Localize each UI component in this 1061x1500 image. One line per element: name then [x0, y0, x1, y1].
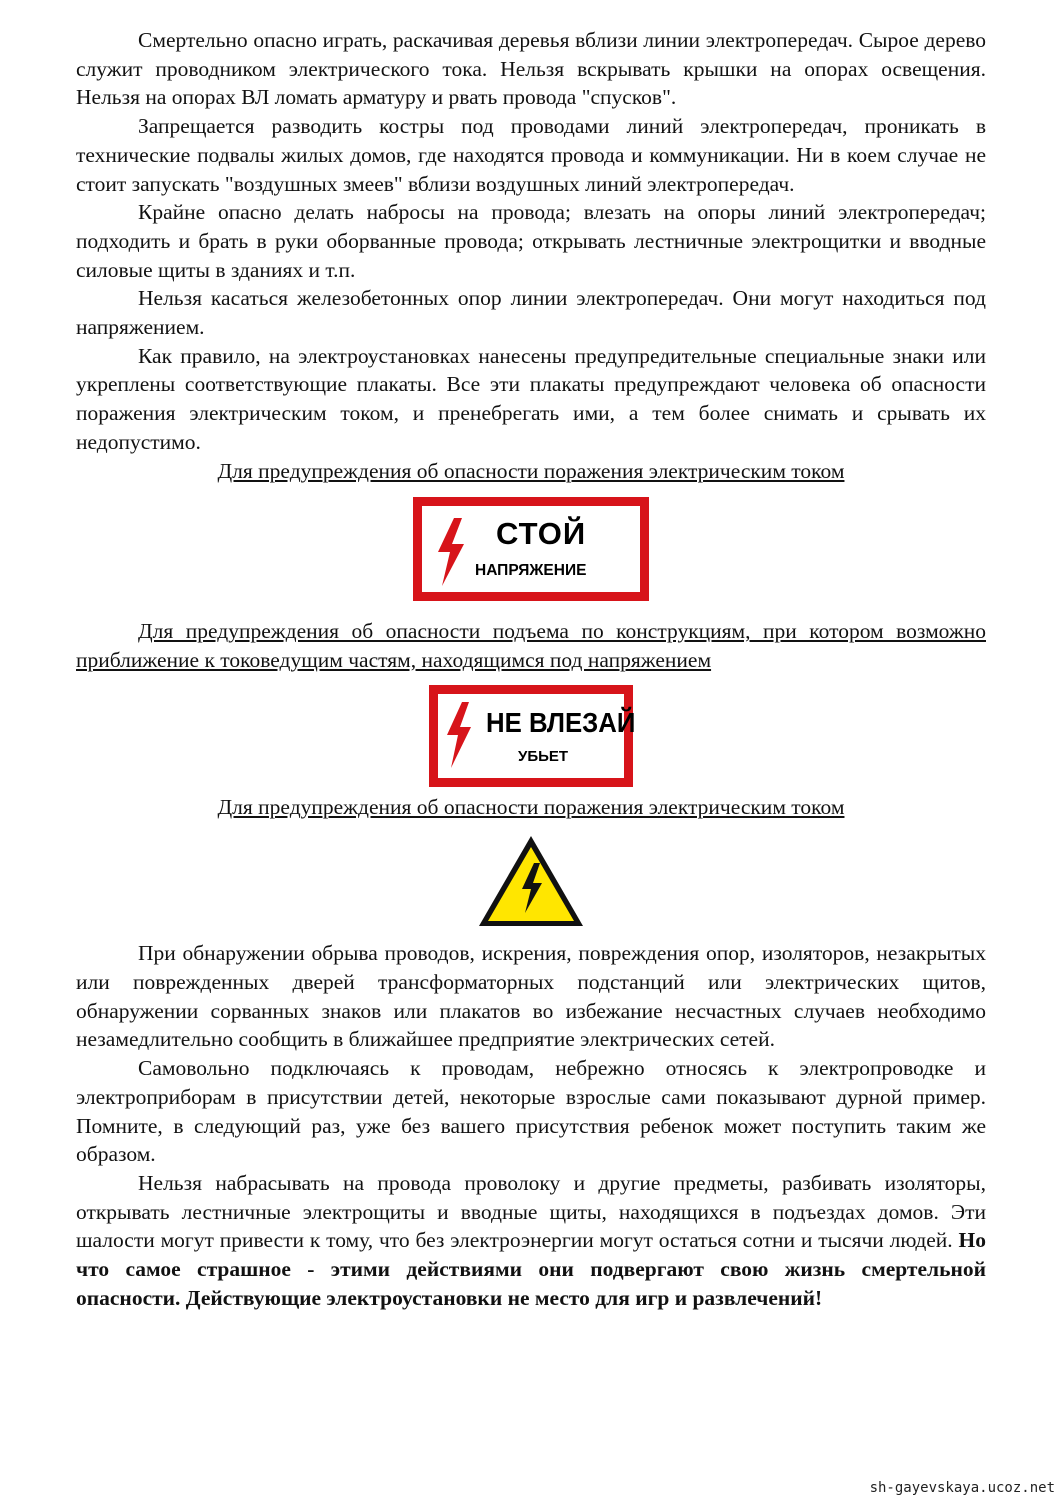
do-not-climb-sign	[429, 685, 636, 787]
lightning-bolt-icon	[444, 702, 474, 768]
stop-voltage-sign	[413, 497, 649, 601]
sign-title: НЕ ВЛЕЗАЙ	[486, 706, 636, 738]
emphasis-text: Но что самое страшное - этими действиями они подвергают свою жизнь смертельной опасности. Действующие электроустановки не место для игр и развлечений!	[76, 1228, 986, 1310]
site-watermark: sh-gayevskaya.ucoz.net	[869, 1480, 1055, 1496]
paragraph-text: Нельзя набрасывать на провода проволоку и другие предметы, разбивать изоляторы, открывать лестничные электрощиты и вводные щиты, находящихся в подъездах домов. Эти шалости могут привести к тому, что без электроэнергии могут остаться сотни и тысячи людей.	[76, 1170, 986, 1253]
paragraph: Смертельно опасно играть, раскачивая деревья вблизи линии электропередач. Сырое дерево служит проводником электрического тока. Нельзя вскрывать крышки на опорах освещения. Нельзя на опорах ВЛ ломать арматуру и рвать провода "спусков".	[76, 28, 986, 110]
paragraph: Как правило, на электроустановках нанесены предупредительные специальные знаки или укреплены соответствующие плакаты. Все эти плакаты предупреждают человека об опасности поражения электрическим током, и пренебрегать ими, а тем более снимать и срывать их недопустимо.	[76, 343, 986, 454]
paragraph: Крайне опасно делать набросы на провода; влезать на опоры линий электропередач; подходить и брать в руки оборванные провода; открывать лестничные электрощитки и вводные силовые щиты в зданиях и т.п.	[76, 200, 986, 282]
sign-caption: Для предупреждения об опасности поражения электрическим током	[217, 794, 845, 819]
document-page	[76, 26, 986, 1313]
paragraph: Запрещается разводить костры под проводами линий электропередач, проникать в технические подвалы жилых домов, где находятся провода и коммуникации. Ни в коем случае не стоит запускать "воздушных змеев" вблизи воздушных линий электропередач.	[76, 114, 986, 196]
high-voltage-warning-triangle-icon	[476, 833, 586, 929]
sign-caption: Для предупреждения об опасности поражения электрическим током	[217, 458, 845, 483]
sign-subtitle: УБЬЕТ	[518, 747, 569, 765]
paragraph: При обнаружении обрыва проводов, искрения, повреждения опор, изоляторов, незакрытых или поврежденных дверей трансформаторных подстанций или электрических щитов, обнаружении сорванных знаков или плакатов во избежание несчастных случаев необходимо незамедлительно сообщить в ближайшее предприятие электрических сетей.	[76, 941, 986, 1052]
lightning-bolt-icon	[434, 518, 468, 586]
sign-subtitle: НАПРЯЖЕНИЕ	[475, 562, 587, 580]
paragraph-final	[76, 1169, 986, 1313]
sign-caption: Для предупреждения об опасности подъема по конструкциям, при котором возможно приближение к токоведущим частям, находящимся под напряжением	[76, 619, 986, 672]
paragraph: Нельзя касаться железобетонных опор линии электропередач. Они могут находиться под напряжением.	[76, 286, 986, 340]
sign-title: СТОЙ	[496, 516, 587, 552]
paragraph: Самовольно подключаясь к проводам, небрежно относясь к электропроводке и электроприборам в присутствии детей, некоторые взрослые сами показывают дурной пример. Помните, в следующий раз, уже без вашего присутствия ребенок может поступить таким же образом.	[76, 1056, 986, 1167]
